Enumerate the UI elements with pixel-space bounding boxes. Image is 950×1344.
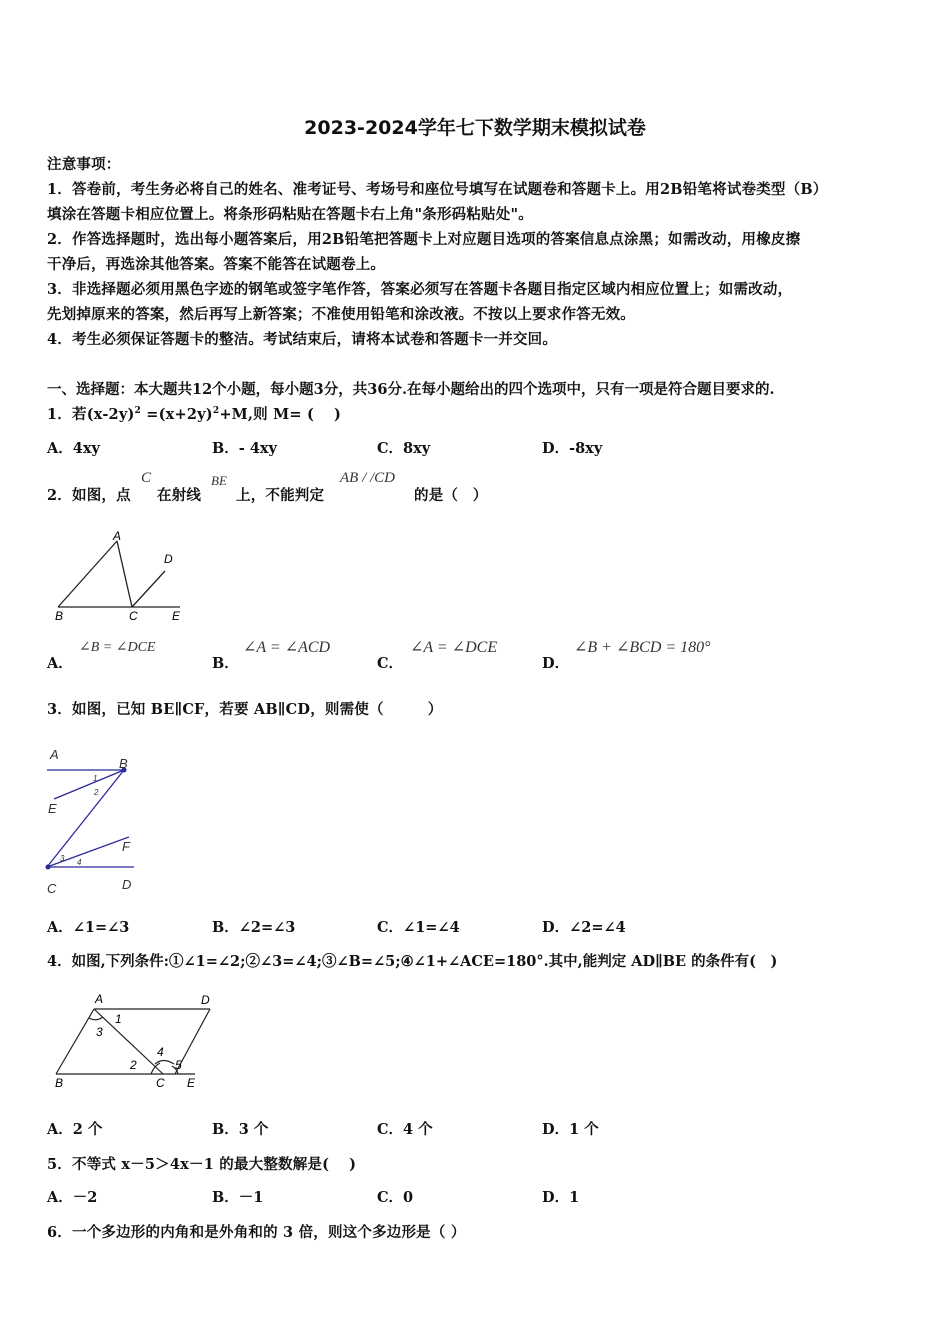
q3-figure xyxy=(44,744,144,900)
notice-line: 先划掉原来的答案，然后再写上新答案；不准使用铅笔和涂改液。不按以上要求作答无效。 xyxy=(47,306,635,323)
question-1-stem: 1．若$(x-2y)^2 =(x+2y)^2+M$,则 M= ( ) xyxy=(47,406,342,423)
q2-math-c: C xyxy=(141,470,152,486)
fig4-angle-label: 2 xyxy=(130,1058,137,1072)
q1-option-d[interactable]: D．-8xy xyxy=(542,440,603,457)
fig4-angle-label: 5 xyxy=(175,1058,182,1072)
q3-option-a[interactable]: A．∠1=∠3 xyxy=(47,919,130,936)
section-heading: 一、选择题：本大题共12个小题，每小题3分，共36分.在每小题给出的四个选项中，只有一项是符合题目要求的. xyxy=(47,381,775,398)
fig4-label: B xyxy=(55,1076,64,1090)
notice-line: 干净后，再选涂其他答案。答案不能答在试题卷上。 xyxy=(47,256,386,273)
question-4-stem: 4．如图,下列条件:①∠1=∠2;②∠3=∠4;③∠B=∠5;④∠1+∠ACE=180°.其中,能判定 AD∥BE 的条件有( ) xyxy=(47,953,778,970)
q2-math-be: BE xyxy=(211,473,227,488)
fig4-label: D xyxy=(201,993,210,1007)
q3-option-d[interactable]: D．∠2=∠4 xyxy=(542,919,626,936)
question-2-stem: 的是（ ） xyxy=(414,487,488,504)
fig2-label: A xyxy=(113,529,122,543)
q2-figure xyxy=(50,527,190,625)
fig3-label: C xyxy=(47,881,57,896)
q4-option-a[interactable]: A．2 个 xyxy=(47,1121,103,1138)
question-2-stem: 上，不能判定 xyxy=(236,487,325,504)
fig2-label: E xyxy=(172,609,181,623)
fig4-label: C xyxy=(156,1076,165,1090)
q1-option-a[interactable]: A．4xy xyxy=(47,440,100,457)
q5-option-c[interactable]: C．0 xyxy=(377,1189,414,1206)
q2-option-c-math: ∠A = ∠DCE xyxy=(410,639,498,656)
q2-math-abcd: AB / /CD xyxy=(340,470,395,486)
q5-option-b[interactable]: B．－1 xyxy=(212,1189,264,1206)
fig3-angle-label: 2 xyxy=(94,788,99,797)
question-2-stem: 2．如图，点 xyxy=(47,487,131,504)
question-5-stem: 5．不等式 x－5＞4x－1 的最大整数解是( ) xyxy=(47,1156,357,1173)
q1-option-c[interactable]: C．8xy xyxy=(377,440,431,457)
fig3-angle-label: 3 xyxy=(60,854,65,863)
question-6-stem: 6．一个多边形的内角和是外角和的 3 倍，则这个多边形是（ ） xyxy=(47,1224,466,1241)
q2-option-a-math: ∠B = ∠DCE xyxy=(79,640,156,655)
fig4-label: A xyxy=(95,992,104,1006)
fig3-label: F xyxy=(122,839,130,854)
q5-option-d[interactable]: D．1 xyxy=(542,1189,580,1206)
fig3-angle-label: 4 xyxy=(77,858,82,867)
fig4-angle-label: 3 xyxy=(96,1025,103,1039)
fig2-label: D xyxy=(164,552,173,566)
fig3-label: E xyxy=(48,801,57,816)
notice-line: 3．非选择题必须用黑色字迹的钢笔或签字笔作答，答案必须写在答题卡各题目指定区域内相应位置上；如需改动， xyxy=(47,281,793,298)
question-3-stem: 3．如图，已知 BE∥CF，若要 AB∥CD，则需使（ ） xyxy=(47,701,443,718)
fig3-label: D xyxy=(122,877,132,892)
q2-option-a-letter[interactable]: A． xyxy=(47,655,73,672)
q5-option-a[interactable]: A．－2 xyxy=(47,1189,98,1206)
fig3-label: B xyxy=(119,756,128,771)
page-title: 2023-2024学年七下数学期末模拟试卷 xyxy=(304,117,646,139)
notice-line: 填涂在答题卡相应位置上。将条形码粘贴在答题卡右上角"条形码粘贴处"。 xyxy=(47,206,533,223)
q4-option-c[interactable]: C．4 个 xyxy=(377,1121,433,1138)
q3-option-c[interactable]: C．∠1=∠4 xyxy=(377,919,460,936)
fig3-angle-label: 1 xyxy=(93,774,98,783)
fig3-label: A xyxy=(50,747,59,762)
notice-line: 2．作答选择题时，选出每小题答案后，用2B铅笔把答题卡上对应题目选项的答案信息点涂黑；如需改动，用橡皮擦 xyxy=(47,231,801,248)
fig2-label: B xyxy=(55,609,64,623)
fig4-angle-label: 4 xyxy=(157,1045,164,1059)
q4-option-b[interactable]: B．3 个 xyxy=(212,1121,269,1138)
notice-line: 4．考生必须保证答题卡的整洁。考试结束后，请将本试卷和答题卡一并交回。 xyxy=(47,331,558,348)
q2-option-b-letter[interactable]: B． xyxy=(212,655,239,672)
q4-figure xyxy=(50,990,220,1092)
fig2-label: C xyxy=(129,609,138,623)
notice-heading: 注意事项： xyxy=(47,156,121,173)
notice-line: 1．答卷前，考生务必将自己的姓名、准考证号、考场号和座位号填写在试题卷和答题卡上。用2B铅笔将试卷类型（B） xyxy=(47,181,828,198)
q1-option-b[interactable]: B．- 4xy xyxy=(212,440,277,457)
q2-option-c-letter[interactable]: C． xyxy=(377,655,404,672)
q3-option-b[interactable]: B．∠2=∠3 xyxy=(212,919,296,936)
fig4-label: E xyxy=(187,1076,196,1090)
question-2-stem: 在射线 xyxy=(157,487,202,504)
q2-option-d-letter[interactable]: D． xyxy=(542,655,570,672)
q2-option-b-math: ∠A = ∠ACD xyxy=(243,639,331,656)
q4-option-d[interactable]: D．1 个 xyxy=(542,1121,599,1138)
fig4-angle-label: 1 xyxy=(115,1012,122,1026)
q2-option-d-math: ∠B + ∠BCD = 180° xyxy=(574,639,711,656)
